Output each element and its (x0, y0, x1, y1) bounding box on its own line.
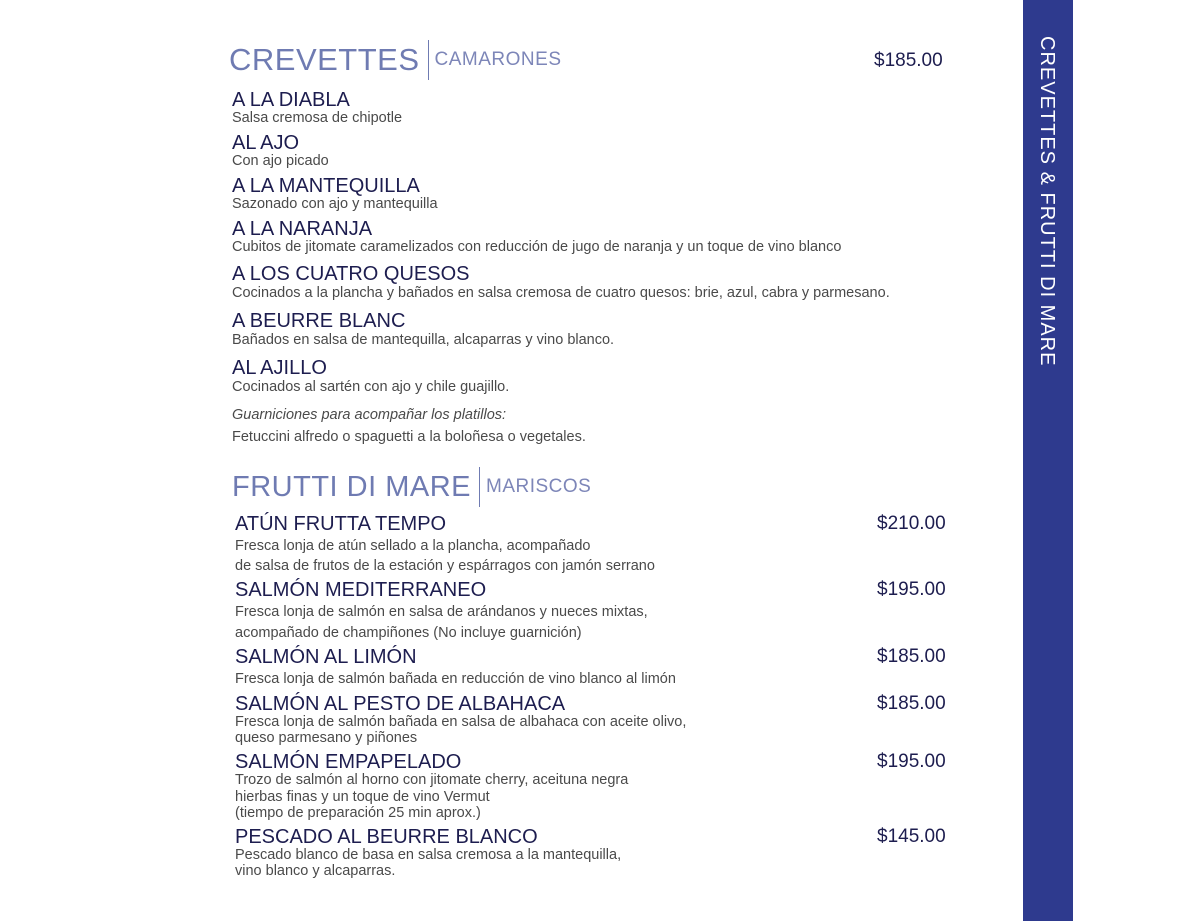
crevettes-item-name: A BEURRE BLANC (232, 310, 406, 332)
frutti-item-desc: Fresca lonja de salmón en salsa de arándanos y nueces mixtas, (235, 604, 648, 620)
frutti-item-desc: Fresca lonja de salmón bañada en salsa de albahaca con aceite olivo, (235, 714, 687, 730)
crevettes-item-desc: Con ajo picado (232, 153, 329, 169)
crevettes-item-desc: Sazonado con ajo y mantequilla (232, 196, 438, 212)
frutti-item-desc: hierbas finas y un toque de vino Vermut (235, 789, 490, 805)
garnish-title: Guarniciones para acompañar los platillos: (232, 407, 507, 423)
frutti-item-name: ATÚN FRUTTA TEMPO (235, 513, 447, 535)
frutti-item-price: $185.00 (877, 646, 946, 667)
crevettes-item-name: AL AJILLO (232, 357, 327, 379)
frutti-item-desc: Pescado blanco de basa en salsa cremosa a la mantequilla, (235, 847, 622, 863)
frutti-item-desc: de salsa de frutos de la estación y espárragos con jamón serrano (235, 558, 655, 574)
crevettes-subtitle: CAMARONES (434, 49, 562, 70)
header-divider (428, 40, 429, 80)
frutti-item-desc: (tiempo de preparación 25 min aprox.) (235, 805, 481, 821)
crevettes-title: CREVETTES (229, 42, 420, 77)
frutti-item-price: $210.00 (877, 513, 946, 534)
frutti-header (232, 467, 591, 507)
crevettes-item-name: AL AJO (232, 132, 300, 154)
frutti-item-price: $195.00 (877, 751, 946, 772)
header-divider (479, 467, 480, 507)
crevettes-item-desc: Cocinados al sartén con ajo y chile guajillo. (232, 379, 510, 395)
frutti-item-name: SALMÓN MEDITERRANEO (235, 579, 487, 601)
crevettes-item-name: A LA MANTEQUILLA (232, 175, 420, 197)
garnish-text: Fetuccini alfredo o spaguetti a la boloñesa o vegetales. (232, 429, 586, 445)
crevettes-item-desc: Salsa cremosa de chipotle (232, 110, 403, 126)
frutti-item-desc: acompañado de champiñones (No incluye guarnición) (235, 625, 582, 641)
frutti-item-name: PESCADO AL BEURRE BLANCO (235, 826, 538, 848)
crevettes-header (229, 40, 562, 80)
frutti-item-desc: Trozo de salmón al horno con jitomate cherry, aceituna negra (235, 772, 629, 788)
frutti-item-price: $145.00 (877, 826, 946, 847)
frutti-item-name: SALMÓN EMPAPELADO (235, 751, 462, 773)
frutti-item-desc: Fresca lonja de atún sellado a la plancha, acompañado (235, 538, 591, 554)
crevettes-item-name: A LA NARANJA (232, 218, 373, 240)
frutti-item-desc: vino blanco y alcaparras. (235, 863, 396, 879)
crevettes-item-name: A LOS CUATRO QUESOS (232, 263, 470, 285)
frutti-item-price: $195.00 (877, 579, 946, 600)
crevettes-item-name: A LA DIABLA (232, 89, 350, 111)
frutti-item-name: SALMÓN AL LIMÓN (235, 646, 417, 668)
crevettes-item-desc: Bañados en salsa de mantequilla, alcaparras y vino blanco. (232, 332, 615, 348)
crevettes-item-desc: Cocinados a la plancha y bañados en salsa cremosa de cuatro quesos: brie, azul, cabra y parmesano. (232, 285, 890, 301)
frutti-subtitle: MARISCOS (486, 476, 592, 497)
frutti-item-name: SALMÓN AL PESTO DE ALBAHACA (235, 693, 566, 715)
crevettes-price: $185.00 (874, 50, 943, 71)
frutti-item-price: $185.00 (877, 693, 946, 714)
crevettes-item-desc: Cubitos de jitomate caramelizados con reducción de jugo de naranja y un toque de vino blanco (232, 239, 842, 255)
frutti-item-desc: queso parmesano y piñones (235, 730, 418, 746)
frutti-title: FRUTTI DI MARE (232, 470, 471, 503)
side-title: CREVETTES & FRUTTI DI MARE (1036, 36, 1058, 367)
frutti-item-desc: Fresca lonja de salmón bañada en reducción de vino blanco al limón (235, 671, 676, 687)
